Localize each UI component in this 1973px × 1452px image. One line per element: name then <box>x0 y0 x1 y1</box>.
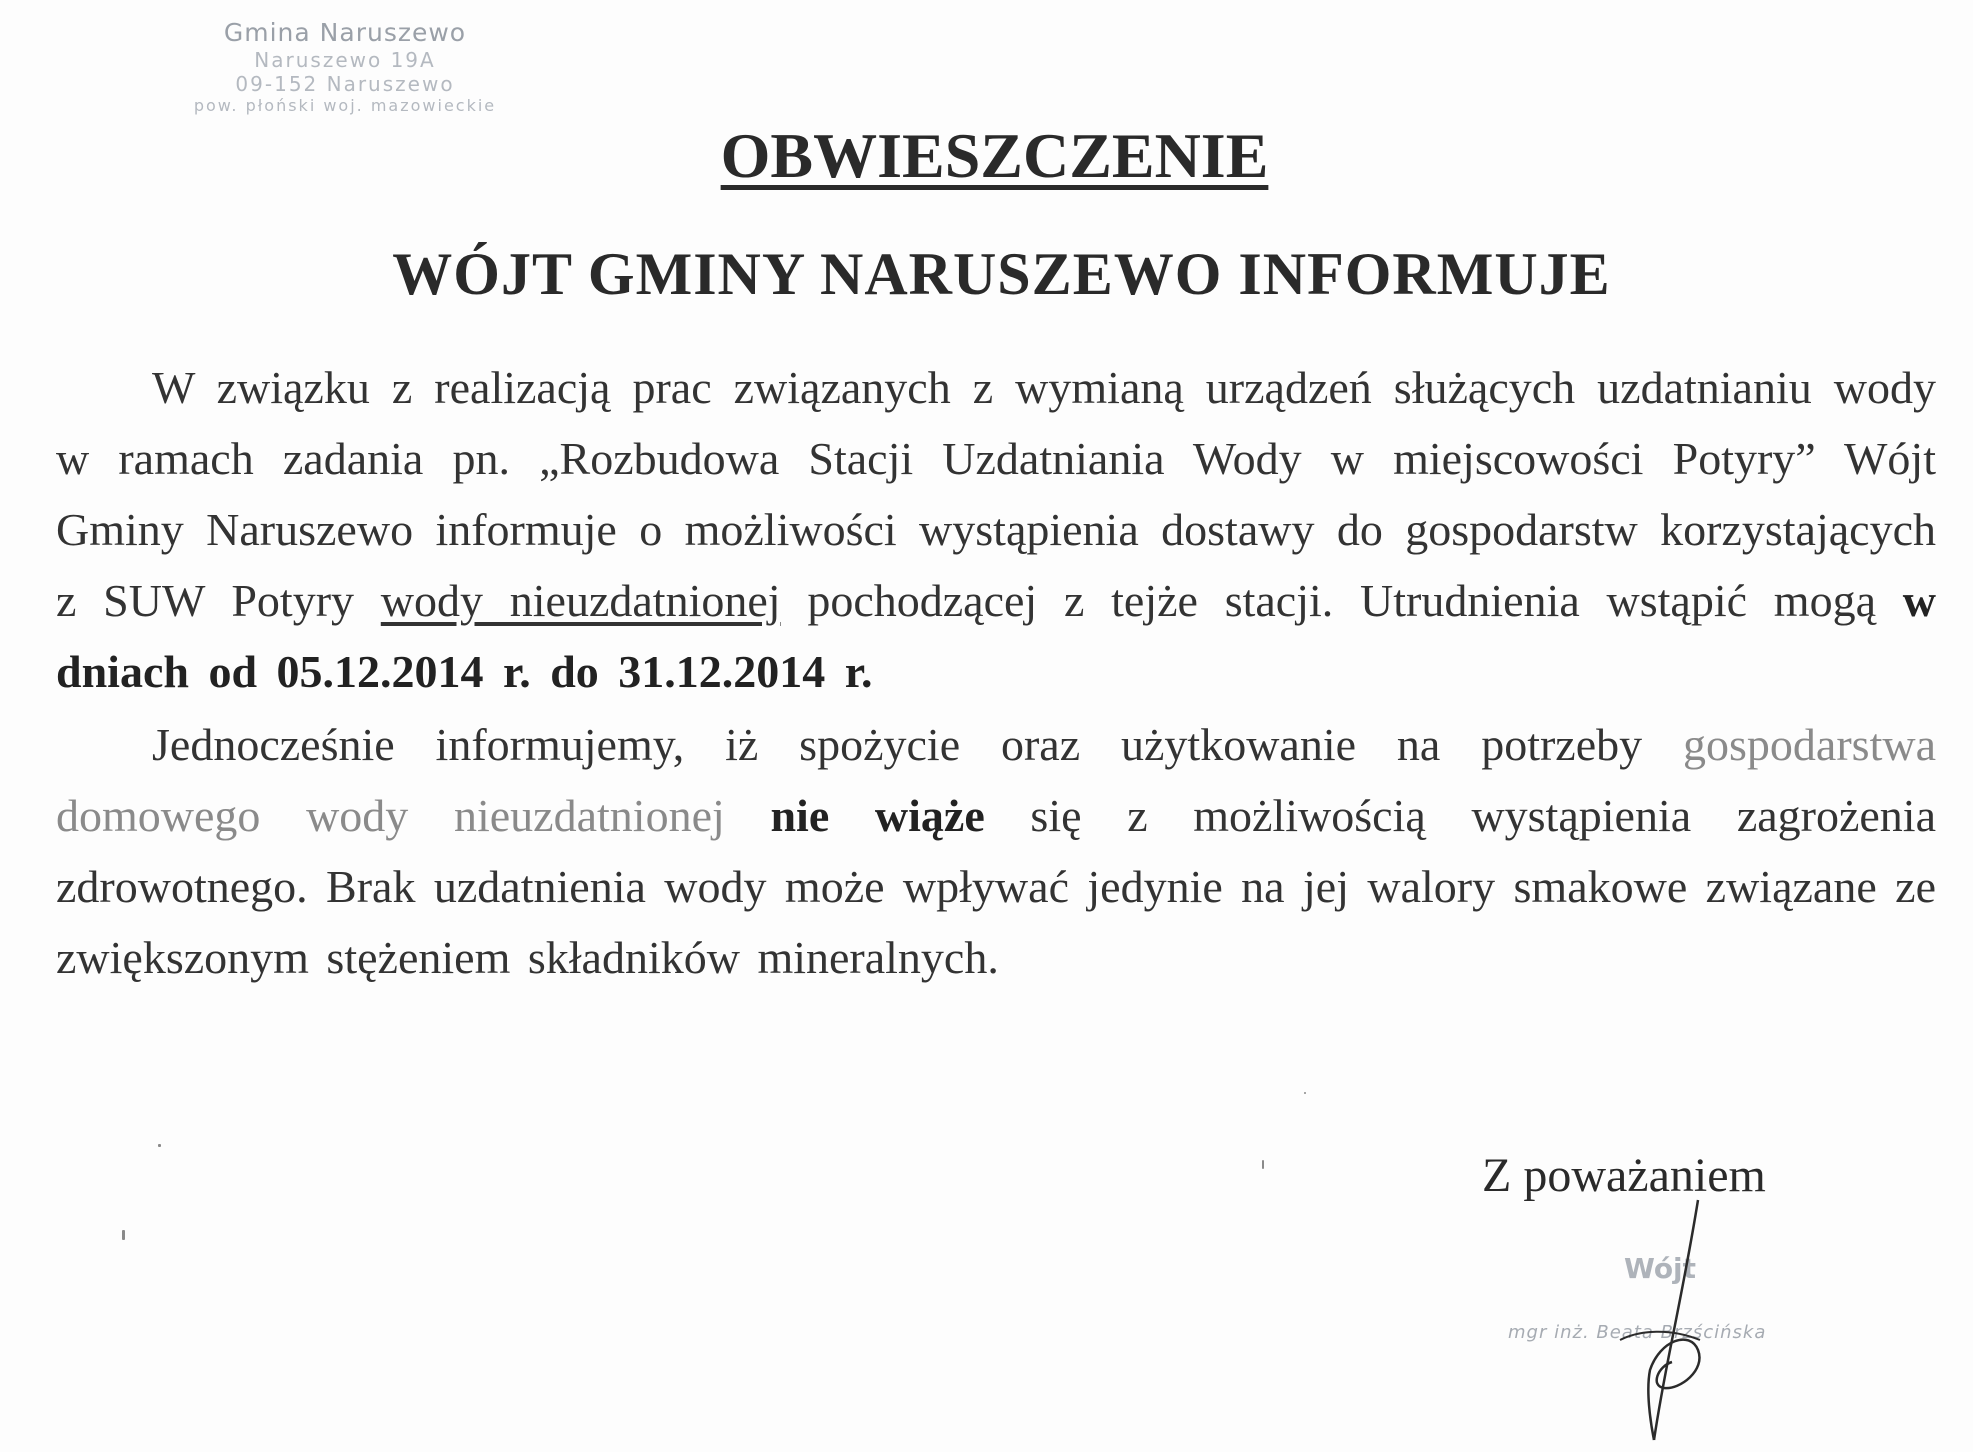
notice-body <box>56 352 1936 993</box>
stamp-line-region: pow. płoński woj. mazowieckie <box>193 96 497 115</box>
notice-paragraph-1 <box>56 352 1936 707</box>
closing-greeting: Z poważaniem <box>1482 1149 1766 1202</box>
notice-paragraph-2 <box>56 709 1936 993</box>
stamp-line-postcode: 09-152 Naruszewo <box>235 72 455 96</box>
p1-text-b: pochodzącej z tejże stacji. Utrudnienia wstąpić mogą <box>780 575 1903 626</box>
signer-name-stamp: mgr inż. Beata Brzścińska <box>1508 1322 1767 1343</box>
scan-speck <box>1304 1092 1306 1094</box>
municipality-stamp <box>160 18 530 116</box>
scan-speck <box>158 1144 161 1147</box>
stamp-line-name: Gmina Naruszewo <box>223 18 467 47</box>
document-title-wrap <box>0 118 1973 194</box>
p2-text-b <box>725 790 771 841</box>
p1-underlined-phrase: wody nieuzdatnionej <box>380 575 781 626</box>
document-subtitle-wrap <box>0 238 1973 310</box>
handwritten-signature <box>1580 1190 1760 1450</box>
p1-date-range: w dniach od 05.12.2014 r. do 31.12.2014 r. <box>56 575 1936 697</box>
stamp-line-street: Naruszewo 19A <box>254 48 436 72</box>
document-subtitle: WÓJT GMINY NARUSZEWO INFORMUJE <box>392 241 1611 307</box>
scan-speck <box>122 1230 125 1240</box>
p2-text-c: się z możliwością wystąpienia zagrożenia zdrowotnego. Brak uzdatnienia wody może wpływać jedynie na jej walory smakowe związane ze zwiększonym stężeniem składników mineralnych. <box>56 790 1937 983</box>
p2-bold-phrase: nie wiąże <box>770 790 985 841</box>
document-title: OBWIESZCZENIE <box>720 120 1269 191</box>
scan-speck <box>1262 1160 1264 1169</box>
p2-text-a: Jednocześnie informujemy, iż spożycie oraz użytkowanie na potrzeby <box>152 719 1684 770</box>
signer-title-stamp: Wójt <box>1623 1252 1697 1285</box>
p2-faded-phrase: gospodarstwa domowego wody nieuzdatnionej <box>56 719 1936 841</box>
p1-text-a: W związku z realizacją prac związanych z wymianą urządzeń służących uzdatnianiu wody w ramach zadania pn. „Rozbudowa Stacji Uzdatniania Wody w miejscowości Potyry” Wójt Gminy Naruszewo informuje o możliwości wystąpienia dostawy do gospodarstw korzystających z SUW Potyry <box>56 362 1936 626</box>
